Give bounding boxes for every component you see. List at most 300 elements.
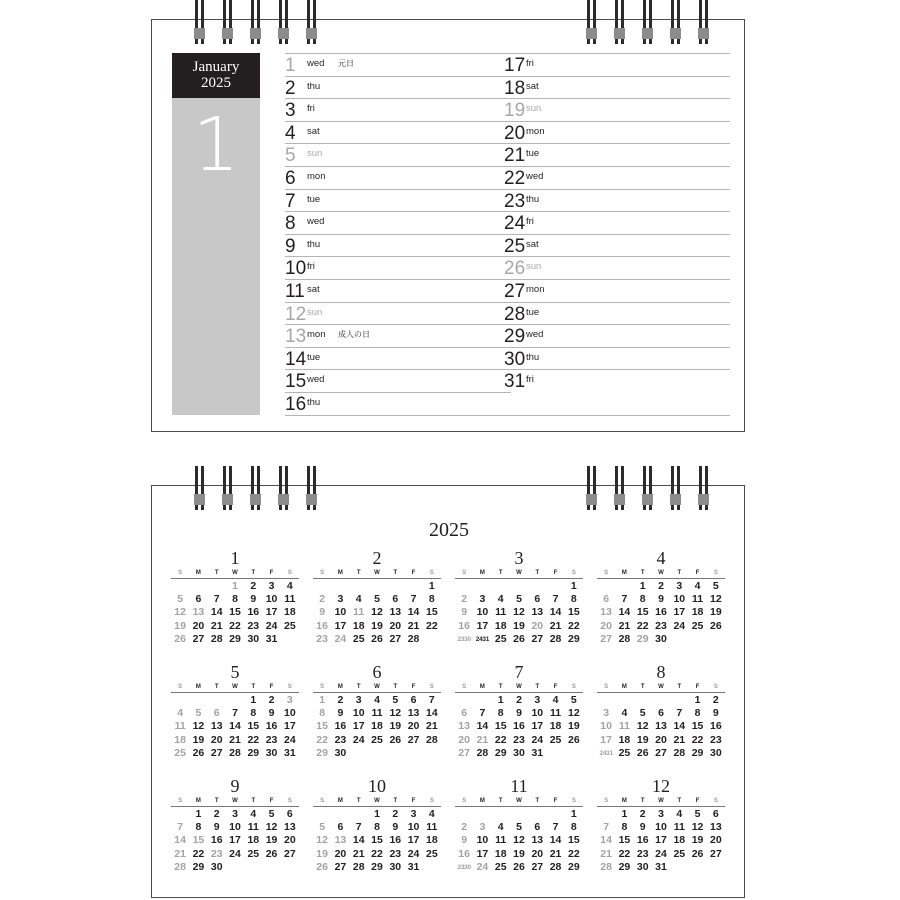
mini-day: 28: [476, 746, 489, 759]
mini-day: [368, 580, 386, 593]
mini-day: 25: [426, 847, 438, 860]
mini-day: 15: [568, 834, 580, 847]
day-weekday: mon: [526, 125, 545, 137]
weekday-label: T: [214, 684, 219, 690]
mini-day: 17: [476, 847, 489, 860]
mini-day: 19: [513, 619, 525, 632]
weekday-label: S: [178, 798, 183, 804]
mini-day: 7: [603, 821, 610, 834]
mini-month-days: [455, 694, 583, 760]
ring-part: [642, 494, 653, 505]
day-weekday: sat: [307, 283, 320, 295]
mini-month-title: 12: [652, 776, 670, 796]
mini-day: 12: [316, 834, 328, 847]
mini-day: 7: [428, 694, 435, 706]
mini-day: [423, 861, 441, 874]
mini-day: 4: [177, 707, 184, 720]
weekday-header: [171, 796, 299, 807]
year-title: 2025: [429, 519, 469, 541]
weekday-label: M: [195, 684, 201, 690]
weekday-label: T: [640, 798, 645, 804]
mini-day: 15: [316, 720, 328, 733]
mini-day: 10: [476, 606, 489, 619]
weekday-label: W: [516, 798, 522, 804]
mini-day: 21: [426, 720, 438, 733]
weekday-label: T: [214, 798, 219, 804]
mini-day: 24: [476, 860, 489, 873]
mini-day: [546, 580, 564, 593]
day-weekday: fri: [526, 216, 534, 228]
mini-day: 26: [174, 632, 186, 645]
mini-day: 31: [531, 746, 544, 759]
mini-day: 17: [265, 606, 278, 619]
mini-day: [510, 580, 528, 593]
mini-day: 9: [516, 707, 522, 720]
mini-day: 18: [673, 834, 686, 847]
mini-day: 3: [337, 593, 344, 606]
ring-part: [698, 494, 709, 505]
mini-day: 4: [497, 821, 504, 834]
mini-day: 29: [192, 860, 205, 873]
ring-part: [670, 494, 681, 505]
weekday-label: F: [553, 570, 558, 576]
mini-day: 4: [676, 808, 683, 820]
month-number: 1: [192, 102, 240, 188]
day-weekday: sun: [307, 306, 323, 318]
mini-day: 4: [552, 694, 559, 706]
mini-day: 24: [655, 847, 667, 860]
mini-day: 3: [676, 580, 683, 592]
mini-day: 8: [428, 593, 435, 606]
day-row: [504, 302, 730, 325]
mini-day: 29: [247, 746, 260, 759]
day-weekday: wed: [526, 170, 544, 182]
mini-day: 10: [531, 707, 544, 720]
weekday-label: S: [429, 570, 434, 576]
mini-day: 19: [265, 834, 278, 847]
mini-day: 31: [265, 632, 278, 645]
mini-month: [171, 662, 299, 760]
day-row: [285, 369, 511, 392]
mini-day: [226, 861, 244, 874]
mini-day: 17: [476, 619, 489, 632]
weekday-label: S: [604, 684, 609, 690]
mini-day: [208, 580, 226, 593]
mini-day: [492, 580, 510, 593]
mini-month: [171, 548, 299, 646]
mini-day: 11: [692, 593, 704, 606]
mini-day: 2: [392, 808, 399, 820]
weekday-label: W: [374, 570, 380, 576]
mini-day: 5: [319, 821, 326, 834]
mini-day: 15: [371, 834, 383, 847]
weekday-label: T: [640, 570, 645, 576]
mini-day: 8: [497, 707, 504, 720]
mini-day: 14: [549, 606, 562, 619]
mini-day: 10: [229, 821, 241, 834]
day-number: 19: [504, 100, 526, 122]
mini-day: [455, 694, 473, 707]
mini-day: 13: [458, 720, 470, 733]
mini-day: 1: [428, 580, 435, 592]
mini-day: 25: [673, 847, 686, 860]
mini-day: 23: [210, 847, 223, 860]
ring-part: [278, 28, 289, 39]
weekday-label: S: [571, 798, 576, 804]
mini-day: 25: [549, 733, 562, 746]
day-number: 23: [504, 190, 526, 212]
day-row: [285, 166, 511, 189]
mini-day: 18: [426, 834, 438, 847]
weekday-label: W: [232, 570, 238, 576]
mini-day: 1: [250, 694, 257, 706]
weekday-label: M: [479, 684, 485, 690]
day-row: [504, 76, 730, 99]
mini-day: 16: [316, 619, 328, 632]
mini-day: [331, 580, 349, 593]
day-row: [504, 234, 730, 257]
mini-day: 4: [250, 808, 257, 820]
mini-day: 4: [355, 593, 362, 606]
mini-day: 15: [229, 606, 241, 619]
mini-day: 10: [673, 593, 686, 606]
mini-day: 15: [618, 834, 631, 847]
day-weekday: sat: [307, 125, 320, 137]
mini-day: 27: [192, 632, 205, 645]
mini-day: 11: [673, 821, 685, 834]
mini-day: 13: [210, 720, 223, 733]
mini-day: 18: [371, 720, 383, 733]
mini-month-title: 9: [230, 776, 240, 796]
mini-day: 29: [568, 860, 580, 873]
mini-day: 23: [710, 733, 722, 746]
mini-day: 23: [247, 619, 260, 632]
mini-day: 11: [495, 834, 507, 847]
mini-day: 7: [177, 821, 184, 834]
mini-day: 11: [284, 593, 296, 606]
day-weekday: sun: [307, 148, 323, 160]
day-number: 22: [504, 167, 526, 189]
mini-day: 26: [636, 746, 649, 759]
mini-day: [455, 861, 473, 874]
day-row: [285, 98, 511, 121]
day-number: 30: [504, 348, 526, 370]
day-row: [285, 324, 511, 347]
mini-day: [510, 808, 528, 821]
mini-day: [350, 747, 368, 760]
mini-day: 21: [352, 847, 365, 860]
mini-day: [350, 580, 368, 593]
mini-day: 20: [389, 619, 402, 632]
mini-day: 17: [284, 720, 296, 733]
mini-day: 5: [268, 808, 275, 820]
day-row: [504, 98, 730, 121]
mini-day: 26: [513, 860, 525, 873]
weekday-label: S: [462, 684, 467, 690]
mini-day: [670, 861, 688, 874]
mini-day: 22: [316, 733, 328, 746]
monthly-calendar-page: [151, 19, 745, 432]
day-row: [504, 166, 730, 189]
weekday-label: S: [320, 798, 325, 804]
mini-month-days: [313, 580, 441, 646]
mini-day: [652, 694, 670, 707]
mini-day: 12: [568, 707, 580, 720]
mini-day: 8: [621, 821, 628, 834]
day-weekday: tue: [526, 306, 540, 318]
weekday-label: S: [429, 798, 434, 804]
mini-day: 11: [174, 720, 186, 733]
month-year: 2025: [201, 75, 231, 91]
day-weekday: wed: [307, 216, 325, 228]
weekday-label: T: [677, 684, 682, 690]
mini-day: 26: [513, 632, 525, 645]
mini-day: 17: [229, 834, 241, 847]
mini-day: 30: [710, 746, 722, 759]
weekday-label: S: [604, 570, 609, 576]
ring-part: [222, 28, 233, 39]
mini-day: [597, 694, 615, 707]
mini-month-title: 7: [514, 662, 524, 682]
ring-part: [670, 28, 681, 39]
mini-day: 19: [568, 720, 580, 733]
mini-day: 1: [374, 808, 380, 820]
weekday-label: T: [535, 684, 540, 690]
mini-month-days: [171, 580, 299, 646]
weekday-label: T: [677, 798, 682, 804]
day-row: [285, 189, 511, 212]
weekday-label: S: [571, 570, 576, 576]
binding-ring: [699, 466, 708, 510]
day-weekday: mon: [307, 170, 326, 182]
mini-day: 9: [213, 821, 220, 834]
mini-day: 17: [600, 733, 612, 746]
day-row: [285, 53, 511, 76]
mini-day: 22: [247, 733, 260, 746]
mini-day: 14: [174, 834, 186, 847]
day-number: 11: [285, 280, 305, 302]
weekday-label: S: [462, 798, 467, 804]
mini-day: 16: [636, 834, 649, 847]
mini-day: 22: [229, 619, 241, 632]
weekday-header: [455, 568, 583, 579]
mini-day: 8: [639, 593, 646, 606]
mini-day: 13: [531, 606, 544, 619]
mini-day: 25: [247, 847, 260, 860]
mini-day: 25: [494, 632, 507, 645]
mini-month: [313, 776, 441, 874]
weekday-label: T: [393, 684, 398, 690]
weekday-label: S: [320, 684, 325, 690]
mini-day-part: 23: [457, 635, 465, 643]
day-weekday: wed: [307, 374, 325, 386]
mini-day: 22: [494, 733, 507, 746]
mini-day: 22: [691, 733, 704, 746]
weekday-header: [455, 682, 583, 693]
mini-day-part: 31: [482, 635, 490, 643]
mini-day: 6: [392, 593, 399, 606]
weekday-label: M: [621, 798, 627, 804]
ring-part: [614, 494, 625, 505]
mini-day: 20: [531, 619, 544, 632]
mini-day: 13: [389, 606, 402, 619]
mini-day: [244, 861, 262, 874]
mini-day: 6: [213, 707, 220, 720]
mini-day: 26: [265, 847, 278, 860]
mini-day: 10: [476, 834, 489, 847]
day-list-right: [504, 53, 730, 416]
mini-day: 17: [655, 834, 667, 847]
binding-ring: [279, 466, 288, 510]
mini-day: [455, 580, 473, 593]
binding-ring: [643, 0, 652, 44]
weekday-label: M: [337, 570, 343, 576]
ring-part: [250, 494, 261, 505]
mini-day: 21: [600, 847, 612, 860]
mini-day: 19: [691, 834, 704, 847]
mini-day: 8: [694, 707, 701, 720]
mini-day: [189, 694, 207, 707]
mini-day: 28: [174, 860, 186, 873]
mini-day: 27: [210, 746, 223, 759]
day-weekday: thu: [307, 80, 321, 92]
mini-month-days: [171, 694, 299, 760]
mini-day: 14: [618, 606, 631, 619]
mini-day: 30: [636, 860, 649, 873]
mini-day: 15: [192, 834, 205, 847]
weekday-label: W: [516, 570, 522, 576]
mini-day: 14: [600, 834, 612, 847]
mini-day: 14: [210, 606, 223, 619]
weekday-label: M: [195, 570, 201, 576]
mini-day: 3: [534, 694, 541, 706]
mini-day: 13: [710, 821, 722, 834]
mini-day: 22: [636, 619, 649, 632]
mini-day: 24: [352, 733, 365, 746]
mini-day: 24: [284, 733, 296, 746]
mini-day: 4: [694, 580, 701, 592]
weekday-label: S: [178, 684, 183, 690]
mini-day: 16: [247, 606, 260, 619]
weekday-label: M: [479, 570, 485, 576]
mini-day: 10: [352, 707, 365, 720]
mini-day: [473, 633, 491, 646]
mini-day: 29: [316, 746, 328, 759]
mini-day: 7: [213, 593, 220, 606]
binding-ring: [279, 0, 288, 44]
mini-day: [473, 808, 491, 821]
day-number: 7: [285, 190, 296, 212]
mini-month-days: [313, 694, 441, 760]
mini-day: [189, 580, 207, 593]
day-row: [504, 189, 730, 212]
mini-month: [313, 662, 441, 760]
mini-day: 7: [355, 821, 362, 834]
mini-day: 4: [621, 707, 628, 720]
mini-day: 2: [268, 694, 275, 706]
mini-day: 26: [316, 860, 328, 873]
mini-day: 8: [250, 707, 257, 720]
mini-day: [404, 580, 422, 593]
weekday-label: F: [695, 798, 700, 804]
mini-day: 1: [639, 580, 646, 592]
mini-day: [226, 694, 244, 707]
day-number: 9: [285, 235, 296, 257]
day-number: 13: [285, 326, 307, 348]
mini-day: 16: [210, 834, 223, 847]
mini-month-days: [313, 808, 441, 874]
mini-day: 2: [712, 694, 719, 706]
mini-day: [423, 633, 441, 646]
mini-day: [634, 694, 652, 707]
day-row: [504, 347, 730, 370]
day-weekday: sun: [526, 261, 542, 273]
mini-day: 8: [195, 821, 202, 834]
weekday-header: [597, 796, 725, 807]
mini-day: 22: [192, 847, 205, 860]
mini-day: 16: [389, 834, 402, 847]
mini-day: 4: [428, 808, 435, 820]
mini-day: 19: [636, 733, 649, 746]
mini-day: 1: [195, 808, 202, 820]
mini-day: 3: [658, 808, 664, 820]
mini-day: 9: [392, 821, 399, 834]
mini-day: 6: [658, 707, 664, 720]
mini-day: 21: [210, 619, 223, 632]
day-number: 25: [504, 235, 526, 257]
mini-day: 6: [712, 808, 719, 820]
weekday-header: [313, 796, 441, 807]
mini-day: 12: [371, 606, 383, 619]
mini-day: 19: [371, 619, 383, 632]
mini-day: 6: [461, 707, 468, 720]
mini-day: 15: [636, 606, 649, 619]
mini-day: 12: [513, 834, 525, 847]
column-bottom-rule: [504, 415, 730, 416]
weekday-label: T: [251, 798, 256, 804]
mini-day: 23: [636, 847, 649, 860]
weekday-label: M: [337, 798, 343, 804]
month-name: January: [192, 59, 240, 75]
weekday-label: W: [516, 684, 522, 690]
yearly-calendar-page: [151, 485, 745, 898]
mini-day-part: 24: [475, 635, 483, 643]
day-weekday: thu: [307, 396, 321, 408]
day-number: 18: [504, 77, 526, 99]
mini-day: [455, 633, 473, 646]
weekday-label: T: [677, 570, 682, 576]
weekday-label: T: [251, 570, 256, 576]
mini-day: 23: [655, 619, 667, 632]
mini-month: [171, 776, 299, 874]
weekday-label: T: [393, 570, 398, 576]
day-number: 28: [504, 303, 526, 325]
mini-day: 3: [232, 808, 238, 820]
mini-day: 14: [426, 707, 438, 720]
mini-day: 28: [549, 860, 562, 873]
mini-day: [670, 633, 688, 646]
mini-day: 21: [549, 619, 562, 632]
mini-day: 20: [210, 733, 223, 746]
mini-day: 1: [570, 808, 577, 820]
mini-month-title: 3: [514, 548, 524, 568]
mini-day: 13: [600, 606, 612, 619]
mini-day: 13: [284, 821, 296, 834]
mini-day: 29: [636, 632, 649, 645]
mini-day: 21: [673, 733, 686, 746]
ring-part: [642, 28, 653, 39]
mini-day: 24: [407, 847, 420, 860]
